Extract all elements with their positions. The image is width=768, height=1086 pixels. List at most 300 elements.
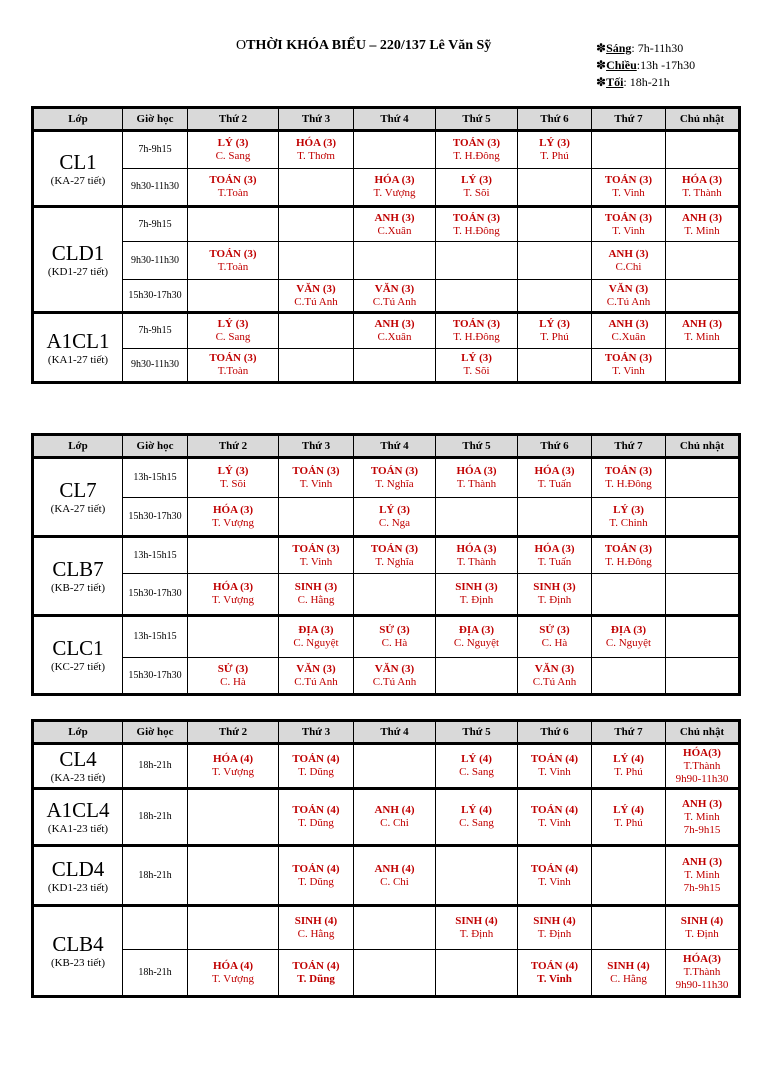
lesson-subject: HÓA(3) <box>683 953 721 965</box>
lesson-cell <box>518 950 592 997</box>
lesson-cell <box>279 950 354 997</box>
lesson-subject: VĂN (3) <box>374 282 415 295</box>
class-name: A1CL4 <box>46 798 110 822</box>
lesson-cell <box>592 207 666 242</box>
table-body <box>33 131 740 383</box>
time-cell: 7h-9h15 <box>123 207 188 242</box>
column-header: Thứ 3 <box>279 435 354 458</box>
table-row <box>33 616 740 658</box>
class-cell <box>33 458 123 537</box>
lesson-subject: LÝ (3) <box>379 503 410 516</box>
lesson-teacher: T.Toàn <box>217 260 249 273</box>
lesson-cell <box>279 242 354 280</box>
lesson-cell <box>279 574 354 616</box>
lesson-cell <box>592 574 666 616</box>
lesson-cell <box>436 537 518 574</box>
column-header: Chủ nhật <box>666 108 740 131</box>
lesson-cell <box>666 349 740 383</box>
lesson-cell <box>666 744 740 789</box>
lesson-subject: TOÁN (3) <box>604 465 653 477</box>
lesson-cell <box>436 458 518 498</box>
lesson-cell <box>354 537 436 574</box>
column-header: Lớp <box>33 435 123 458</box>
lesson-teacher: T. Vượng <box>212 594 254 606</box>
lesson-subject: TOÁN (3) <box>604 352 653 364</box>
column-header: Thứ 5 <box>436 721 518 744</box>
lesson-subject: HÓA (3) <box>456 465 497 477</box>
lesson-subject: TOÁN (3) <box>604 211 653 224</box>
time-cell: 18h-21h <box>123 950 188 997</box>
class-subtitle: (KA1-23 tiết) <box>47 823 109 835</box>
lesson-teacher: C. Hằng <box>297 594 335 606</box>
lesson-cell <box>666 207 740 242</box>
table-row <box>33 744 740 789</box>
lesson-teacher: C. Hằng <box>297 928 335 940</box>
class-cell <box>33 313 123 383</box>
shift-legend <box>596 40 695 91</box>
lesson-subject: VĂN (3) <box>296 282 336 295</box>
lesson-cell <box>354 313 436 349</box>
lesson-teacher: T. Thơm <box>297 150 335 162</box>
lesson-cell <box>354 616 436 658</box>
lesson-cell <box>279 846 354 906</box>
class-subtitle: (KA-27 tiết) <box>50 503 106 515</box>
class-cell <box>33 846 123 906</box>
time-cell: 15h30-17h30 <box>123 280 188 313</box>
table-row <box>33 131 740 169</box>
lesson-subject: SỬ (3) <box>379 624 410 636</box>
lesson-time: 9h90-11h30 <box>675 979 729 991</box>
lesson-cell <box>518 846 592 906</box>
lesson-cell <box>592 950 666 997</box>
lesson-cell <box>666 313 740 349</box>
table-row <box>33 950 740 997</box>
lesson-cell <box>188 950 279 997</box>
lesson-cell <box>436 169 518 207</box>
lesson-cell <box>518 537 592 574</box>
lesson-teacher: C.Tú Anh <box>294 295 338 308</box>
shift-line <box>596 57 695 74</box>
class-name: CLD1 <box>51 240 105 265</box>
lesson-teacher: T. Định <box>537 594 572 606</box>
lesson-cell <box>436 207 518 242</box>
lesson-subject: TOÁN (4) <box>530 753 579 765</box>
lesson-subject: LÝ (3) <box>217 137 249 149</box>
lesson-teacher: T. Minh <box>684 224 720 237</box>
column-header: Thứ 2 <box>188 721 279 744</box>
lesson-teacher: C.Tú Anh <box>372 295 417 308</box>
shift-label: Chiều <box>606 58 637 72</box>
lesson-cell <box>188 280 279 313</box>
lesson-teacher: T. Vinh <box>299 478 333 490</box>
lesson-cell <box>518 280 592 313</box>
shift-line <box>596 74 695 91</box>
schedule-table <box>31 719 741 998</box>
lesson-subject: ANH (3) <box>681 856 723 868</box>
shift-value: :13h -17h30 <box>636 58 696 72</box>
lesson-subject: ANH (3) <box>374 318 415 330</box>
lesson-teacher: T. Nghĩa <box>375 478 414 490</box>
lesson-subject: LÝ (4) <box>461 804 492 816</box>
lesson-cell <box>279 789 354 846</box>
lesson-cell <box>188 574 279 616</box>
lesson-subject: SINH (4) <box>533 915 576 927</box>
class-cell <box>33 789 123 846</box>
lesson-cell <box>188 846 279 906</box>
table-header <box>33 435 740 458</box>
lesson-subject: SINH (4) <box>294 915 338 927</box>
lesson-cell <box>666 846 740 906</box>
lesson-cell <box>436 280 518 313</box>
lesson-subject: VĂN (3) <box>374 662 415 675</box>
column-header: Thứ 5 <box>436 108 518 131</box>
lesson-teacher: C.Chi <box>615 260 642 273</box>
lesson-subject: VĂN (3) <box>534 662 575 675</box>
time-cell: 15h30-17h30 <box>123 498 188 537</box>
table-header <box>33 108 740 131</box>
class-subtitle: (KC-27 tiết) <box>50 661 106 673</box>
header-row <box>33 435 740 458</box>
lesson-teacher: T. Dũng <box>297 972 335 985</box>
lesson-cell <box>518 349 592 383</box>
column-header: Thứ 4 <box>354 721 436 744</box>
lesson-subject: TOÁN (4) <box>530 804 579 816</box>
lesson-teacher: T. Sõi <box>463 365 490 377</box>
lesson-teacher: T. H.Đông <box>605 478 652 490</box>
class-name: CLB7 <box>52 557 104 581</box>
table-row <box>33 349 740 383</box>
table-body <box>33 744 740 997</box>
lesson-cell <box>436 906 518 950</box>
lesson-teacher: C. Hà <box>541 637 568 649</box>
lesson-teacher: T. Vượng <box>373 187 416 199</box>
lesson-subject: ANH (3) <box>681 797 723 810</box>
lesson-teacher: T. Định <box>537 928 572 940</box>
class-subtitle: (KB-23 tiết) <box>50 957 106 969</box>
table-row <box>33 537 740 574</box>
lesson-subject: ĐỊA (3) <box>298 624 334 636</box>
lesson-teacher: C. Chi <box>380 875 409 888</box>
lesson-teacher: C. Sang <box>459 817 494 829</box>
header-row <box>33 721 740 744</box>
lesson-subject: TOÁN (4) <box>530 959 579 972</box>
lesson-cell <box>279 498 354 537</box>
lesson-cell <box>188 313 279 349</box>
table-body <box>33 458 740 695</box>
class-name: CLD4 <box>51 856 105 881</box>
lesson-teacher: T. Vượng <box>212 972 254 985</box>
lesson-cell <box>518 744 592 789</box>
lesson-cell <box>354 906 436 950</box>
schedule-table <box>31 433 741 696</box>
lesson-cell <box>436 574 518 616</box>
lesson-cell <box>666 950 740 997</box>
column-header: Giờ học <box>123 435 188 458</box>
lesson-teacher: T. Vinh <box>538 817 571 829</box>
lesson-teacher: T. Vượng <box>212 766 254 778</box>
lesson-teacher: T. Sõi <box>463 187 490 199</box>
header-row <box>33 108 740 131</box>
class-cell <box>33 616 123 695</box>
lesson-cell <box>354 458 436 498</box>
class-subtitle: (KD1-23 tiết) <box>47 881 109 894</box>
lesson-cell <box>188 498 279 537</box>
lesson-cell <box>188 789 279 846</box>
lesson-subject: TOÁN (4) <box>292 804 340 816</box>
lesson-cell <box>518 789 592 846</box>
page-title: ΟTHỜI KHÓA BIỂU – 220/137 Lê Văn Sỹ <box>236 38 492 53</box>
lesson-teacher: T. Định <box>459 928 494 940</box>
lesson-subject: HÓA (3) <box>456 542 497 555</box>
shift-line <box>596 40 695 57</box>
lesson-subject: TOÁN (3) <box>604 542 653 555</box>
lesson-teacher: T. Vinh <box>612 187 645 199</box>
lesson-cell <box>354 498 436 537</box>
lesson-subject: HÓA (3) <box>212 581 254 593</box>
lesson-teacher: C.Tú Anh <box>372 675 417 688</box>
column-header: Chủ nhật <box>666 721 740 744</box>
shift-value: : 18h-21h <box>623 75 670 89</box>
shift-bullet-icon: ✽ <box>596 75 607 89</box>
lesson-subject: TOÁN (3) <box>209 247 257 260</box>
lesson-teacher: T. Dũng <box>298 766 334 778</box>
lesson-cell <box>592 169 666 207</box>
lesson-teacher: T. Minh <box>684 869 720 881</box>
lesson-cell <box>354 658 436 695</box>
lesson-cell <box>518 616 592 658</box>
lesson-teacher: T. Dũng <box>298 875 334 888</box>
lesson-cell <box>666 131 740 169</box>
lesson-cell <box>592 313 666 349</box>
class-cell <box>33 537 123 616</box>
class-subtitle: (KD1-27 tiết) <box>47 265 109 278</box>
lesson-cell <box>666 658 740 695</box>
time-cell: 18h-21h <box>123 744 188 789</box>
lesson-subject: LÝ (3) <box>461 352 492 364</box>
lesson-teacher: T. Vinh <box>537 972 572 985</box>
lesson-cell <box>436 313 518 349</box>
lesson-teacher: C.Xuân <box>377 331 412 343</box>
lesson-cell <box>592 242 666 280</box>
lesson-cell <box>518 658 592 695</box>
time-cell: 7h-9h15 <box>123 131 188 169</box>
lesson-cell <box>436 616 518 658</box>
lesson-teacher: C.Xuân <box>377 224 412 237</box>
lesson-cell <box>279 280 354 313</box>
column-header: Giờ học <box>123 108 188 131</box>
lesson-cell <box>436 658 518 695</box>
lesson-subject: SINH (4) <box>680 915 724 927</box>
lesson-cell <box>188 458 279 498</box>
lesson-cell <box>354 280 436 313</box>
lesson-cell <box>436 498 518 537</box>
table-row <box>33 458 740 498</box>
time-cell: 15h30-17h30 <box>123 574 188 616</box>
class-cell <box>33 131 123 207</box>
table-row <box>33 280 740 313</box>
lesson-subject: ANH (3) <box>374 211 415 224</box>
lesson-cell <box>188 169 279 207</box>
lesson-cell <box>354 744 436 789</box>
class-cell <box>33 744 123 789</box>
time-cell: 15h30-17h30 <box>123 658 188 695</box>
lesson-subject: LÝ (3) <box>217 318 249 330</box>
time-cell: 13h-15h15 <box>123 537 188 574</box>
lesson-cell <box>279 169 354 207</box>
lesson-subject: TOÁN (3) <box>604 174 653 186</box>
column-header: Thứ 4 <box>354 435 436 458</box>
lesson-teacher: C. Sang <box>459 766 494 778</box>
lesson-teacher: T. H.Đông <box>453 224 500 237</box>
lesson-cell <box>592 498 666 537</box>
lesson-teacher: T. Định <box>685 928 719 940</box>
lesson-cell <box>592 846 666 906</box>
lesson-teacher: C. Nguyệt <box>293 637 339 649</box>
lesson-subject: TOÁN (3) <box>370 465 419 477</box>
table-row <box>33 313 740 349</box>
lesson-subject: ĐỊA (3) <box>458 624 495 636</box>
lesson-cell <box>188 349 279 383</box>
lesson-cell <box>188 658 279 695</box>
lesson-subject: SINH (4) <box>607 959 650 972</box>
lesson-teacher: C. Nguyệt <box>453 637 500 649</box>
lesson-cell <box>666 242 740 280</box>
table-row <box>33 574 740 616</box>
lesson-cell <box>354 950 436 997</box>
lesson-cell <box>279 537 354 574</box>
lesson-teacher: T. Định <box>459 594 494 606</box>
lesson-teacher: T. Dũng <box>298 817 334 829</box>
time-cell <box>123 906 188 950</box>
lesson-cell <box>518 131 592 169</box>
lesson-cell <box>518 169 592 207</box>
column-header: Thứ 6 <box>518 721 592 744</box>
lesson-cell <box>518 313 592 349</box>
lesson-cell <box>188 207 279 242</box>
lesson-subject: LÝ (3) <box>539 318 570 330</box>
class-name: CLC1 <box>52 636 104 660</box>
lesson-teacher: T. Vinh <box>612 224 645 237</box>
lesson-subject: LÝ (3) <box>217 465 249 477</box>
lesson-subject: HÓA (4) <box>212 959 254 972</box>
lesson-subject: ANH (4) <box>374 862 415 875</box>
shift-label: Sáng <box>606 41 632 55</box>
lesson-teacher: T. Thành <box>456 478 497 490</box>
lesson-teacher: C. Nguyệt <box>605 637 652 649</box>
lesson-teacher: C.Tú Anh <box>606 295 651 308</box>
column-header: Thứ 7 <box>592 108 666 131</box>
lesson-cell <box>279 744 354 789</box>
lesson-cell <box>666 616 740 658</box>
lesson-subject: TOÁN (4) <box>292 753 340 765</box>
column-header: Thứ 7 <box>592 435 666 458</box>
lesson-teacher: T. Thành <box>682 187 722 199</box>
lesson-cell <box>354 846 436 906</box>
lesson-cell <box>592 280 666 313</box>
lesson-teacher: T. H.Đông <box>453 331 500 343</box>
lesson-subject: TOÁN (4) <box>292 959 340 972</box>
lesson-cell <box>279 458 354 498</box>
class-name: CLB4 <box>52 932 104 956</box>
column-header: Thứ 2 <box>188 435 279 458</box>
lesson-subject: VĂN (3) <box>296 662 336 675</box>
shift-label: Tối <box>606 75 624 89</box>
lesson-time: 9h90-11h30 <box>675 772 729 785</box>
table-row <box>33 906 740 950</box>
lesson-subject: LÝ (4) <box>613 753 644 765</box>
lesson-subject: TOÁN (3) <box>292 465 340 477</box>
column-header: Thứ 4 <box>354 108 436 131</box>
table-row <box>33 789 740 846</box>
lesson-subject: LÝ (3) <box>461 174 492 186</box>
lesson-cell <box>436 846 518 906</box>
lesson-cell <box>518 207 592 242</box>
time-cell: 9h30-11h30 <box>123 169 188 207</box>
lesson-subject: LÝ (4) <box>613 804 644 816</box>
lesson-cell <box>279 616 354 658</box>
lesson-cell <box>592 789 666 846</box>
class-cell <box>33 207 123 313</box>
lesson-teacher: T. Phú <box>540 150 569 162</box>
lesson-teacher: T. Chinh <box>609 516 648 529</box>
lesson-subject: LÝ (3) <box>539 137 570 149</box>
column-header: Thứ 6 <box>518 108 592 131</box>
lesson-subject: ANH (4) <box>374 804 415 816</box>
lesson-subject: HÓA (3) <box>534 542 575 555</box>
lesson-cell <box>354 349 436 383</box>
lesson-cell <box>518 242 592 280</box>
column-header: Thứ 6 <box>518 435 592 458</box>
lesson-cell <box>354 131 436 169</box>
lesson-cell <box>666 280 740 313</box>
class-name: A1CL1 <box>46 328 110 353</box>
lesson-teacher: C. Sang <box>215 150 251 162</box>
lesson-cell <box>518 574 592 616</box>
lesson-teacher: T. Vinh <box>299 555 333 568</box>
lesson-subject: SINH (3) <box>294 581 338 593</box>
time-cell: 18h-21h <box>123 846 188 906</box>
lesson-time: 7h-9h15 <box>683 823 721 836</box>
lesson-cell <box>666 789 740 846</box>
lesson-cell <box>436 242 518 280</box>
lesson-teacher: C. Hà <box>220 675 246 688</box>
lesson-time: 7h-9h15 <box>683 882 721 894</box>
lesson-cell <box>518 498 592 537</box>
lesson-cell <box>188 537 279 574</box>
table-row <box>33 658 740 695</box>
lesson-cell <box>436 131 518 169</box>
lesson-subject: SINH (3) <box>533 581 576 593</box>
lesson-teacher: C. Nga <box>378 516 411 529</box>
lesson-subject: TOÁN (3) <box>452 318 501 330</box>
lesson-cell <box>666 574 740 616</box>
lesson-cell <box>592 458 666 498</box>
lesson-cell <box>188 744 279 789</box>
shift-value: : 7h-11h30 <box>631 41 684 55</box>
lesson-subject: ANH (3) <box>608 247 649 260</box>
lesson-subject: ANH (3) <box>608 318 649 330</box>
lesson-subject: VĂN (3) <box>608 282 649 295</box>
lesson-cell <box>354 574 436 616</box>
lesson-cell <box>279 658 354 695</box>
schedule-table <box>31 106 741 384</box>
lesson-cell <box>354 207 436 242</box>
lesson-teacher: T. Phú <box>614 766 643 778</box>
lesson-teacher: C. Chi <box>380 817 409 829</box>
class-name: CL1 <box>59 149 97 174</box>
lesson-subject: TOÁN (3) <box>370 542 419 555</box>
lesson-subject: HÓA (4) <box>212 753 254 765</box>
